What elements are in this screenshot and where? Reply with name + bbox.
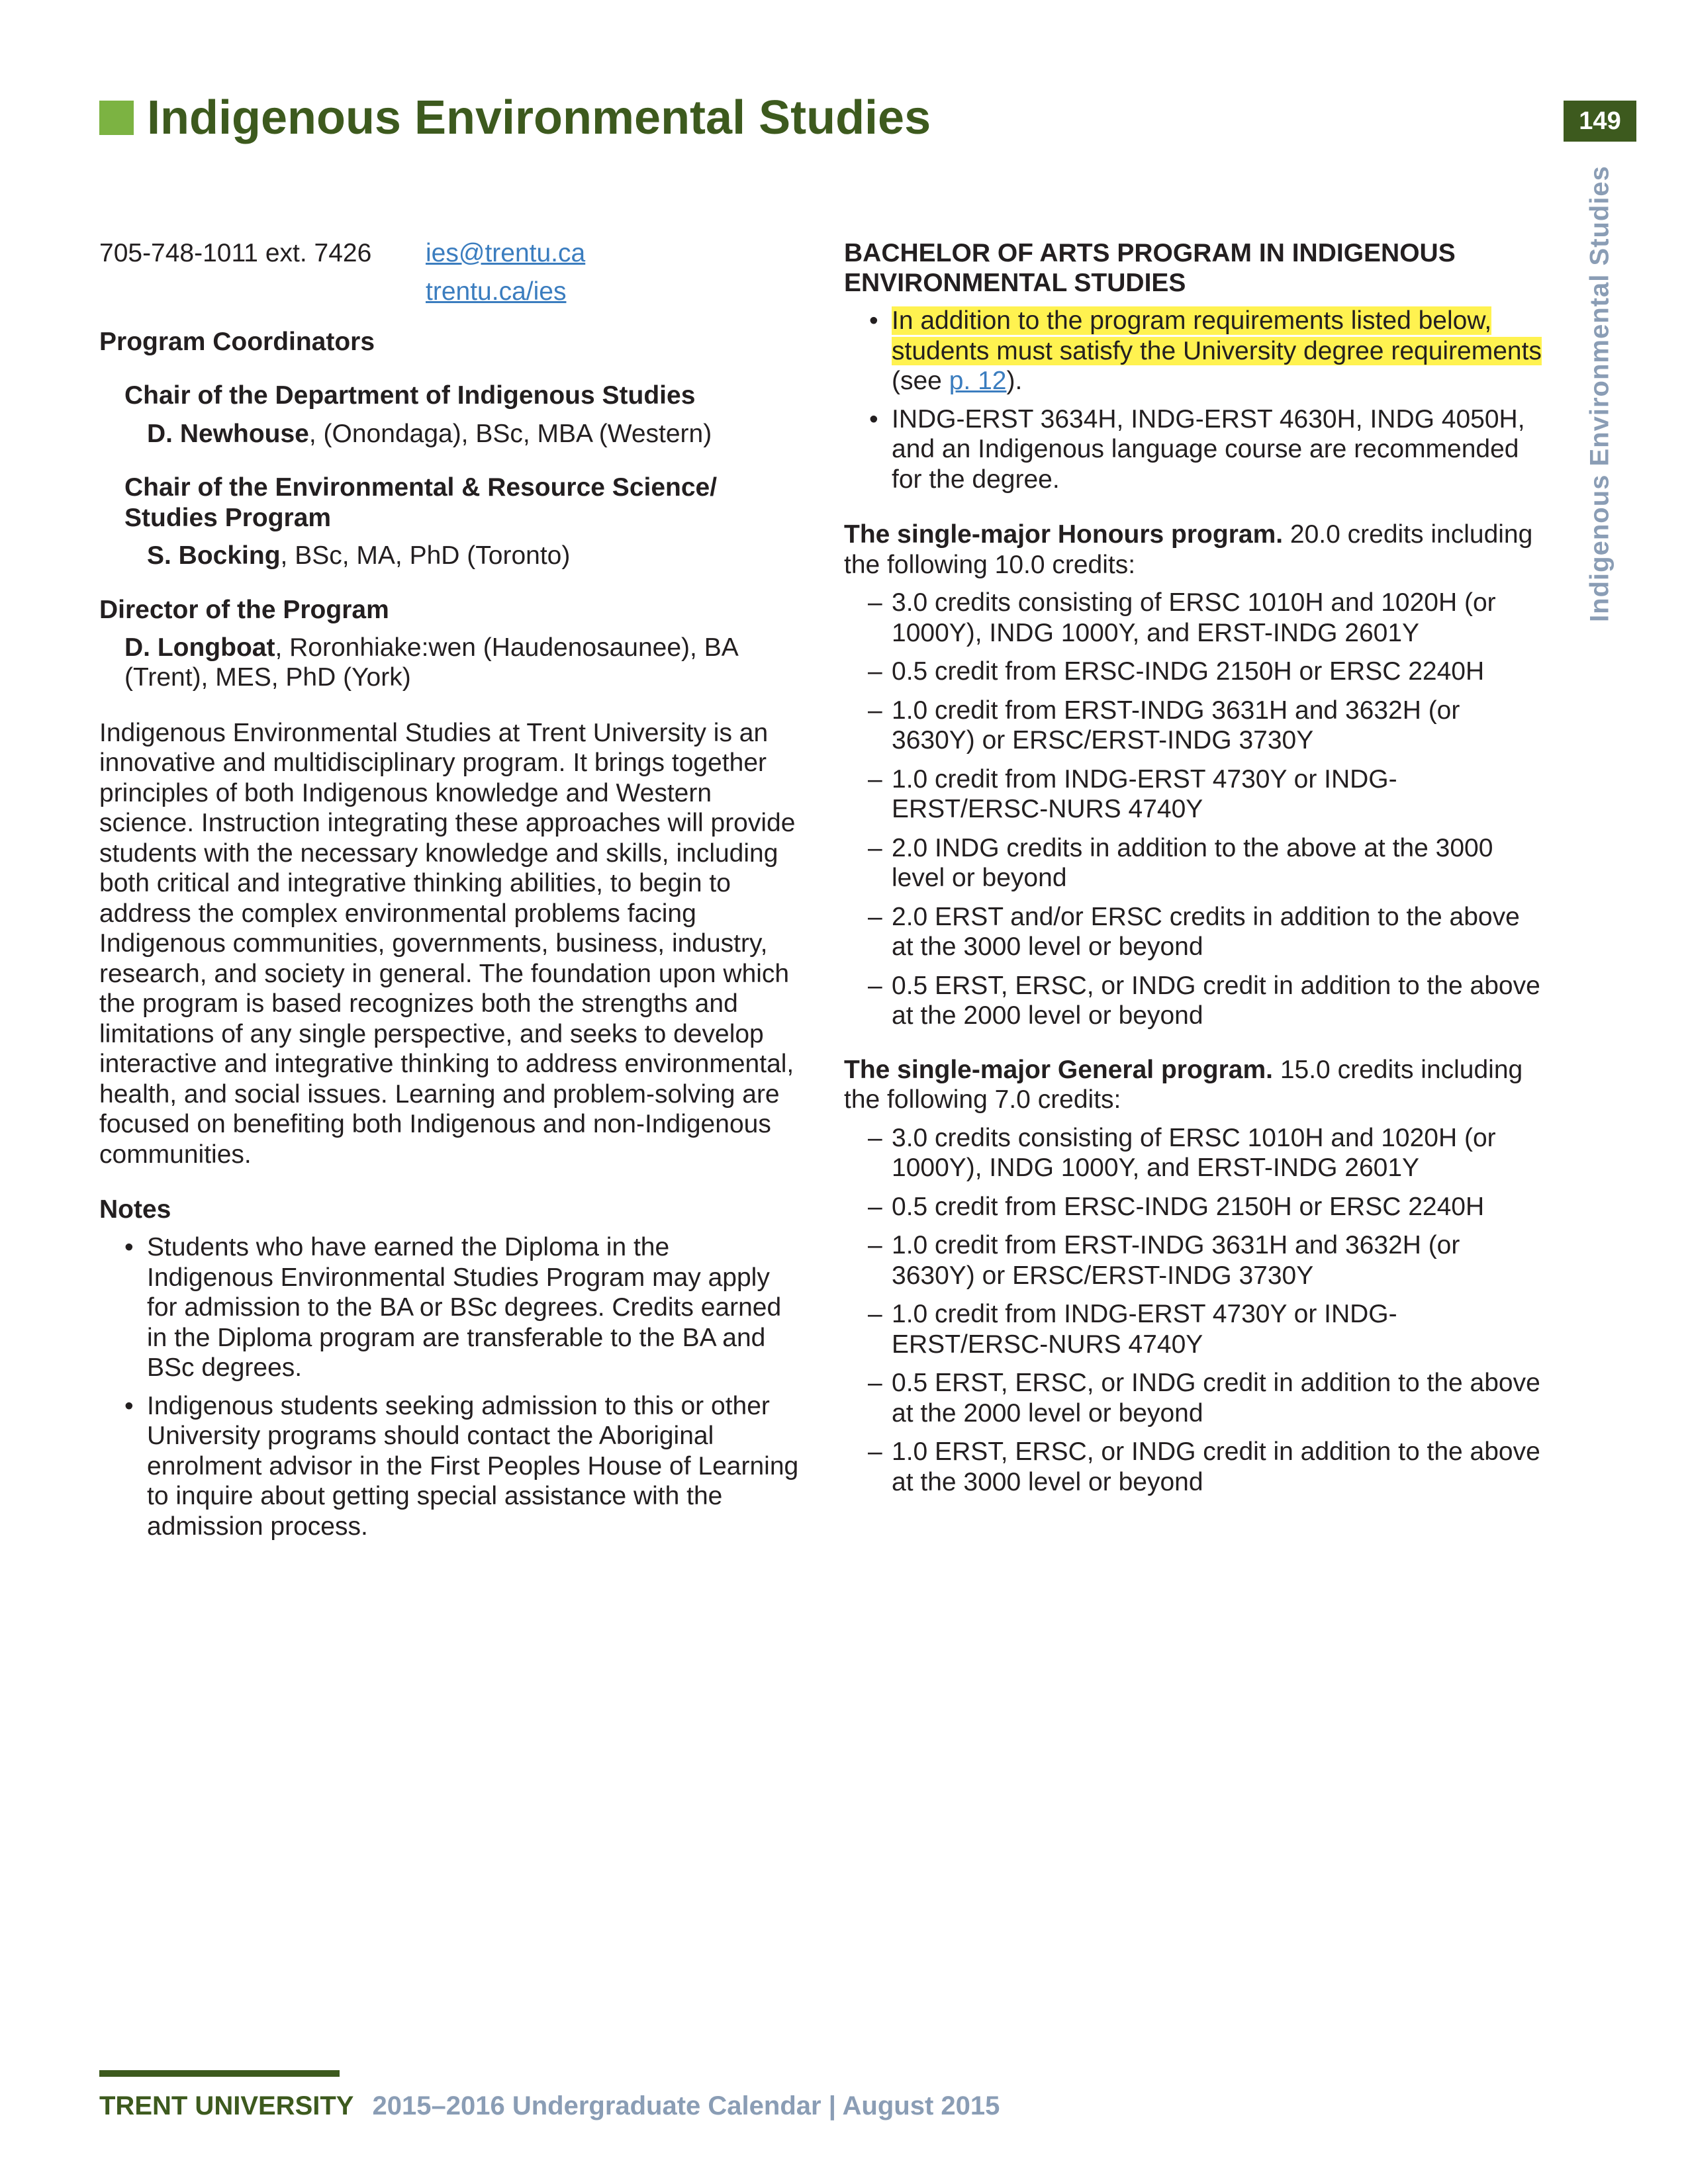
footer-calendar: 2015–2016 Undergraduate Calendar | August 2015 [372,2091,1000,2120]
side-tab-label: Indigenous Environmental Studies [1585,165,1615,622]
director-details: , Roronhiake:wen (Haudenosaunee), BA (Trent), MES, PhD (York) [124,633,737,692]
list-item: • Students who have earned the Diploma in the Indigenous Environmental Studies Program may apply for admission to the BA or BSc degrees. Credits earned in the Diploma program are transferable to the BA and BSc degrees. [99,1232,801,1383]
list-item: – 3.0 credits consisting of ERSC 1010H and 1020H (or 1000Y), INDG 1000Y, and ERST-INDG 2601Y [844,1123,1546,1183]
website-link[interactable]: trentu.ca/ies [426,277,567,306]
left-column [99,238,801,1549]
notes-heading: Notes [99,1195,171,1224]
list-item: – 1.0 credit from ERST-INDG 3631H and 3632H (or 3630Y) or ERSC/ERST-INDG 3730Y [844,696,1546,756]
title-square-icon [99,101,134,135]
phone-number: 705-748-1011 ext. 7426 [99,239,372,267]
list-item [844,306,1546,396]
ba-notes-list [844,306,1546,494]
list-item: – 0.5 credit from ERSC-INDG 2150H or ERSC 2240H [844,1192,1546,1222]
chair-indg-name: D. Newhouse [147,419,309,448]
general-credits: 15.0 credits including the following 7.0 credits: [844,1055,1523,1114]
page-number-badge: 149 [1564,101,1636,142]
chair-ers-name: S. Bocking [147,541,281,570]
contact-line [99,238,801,277]
list-item: – 1.0 credit from INDG-ERST 4730Y or INDG-ERST/ERSC-NURS 4740Y [844,1299,1546,1359]
website-line [99,277,801,315]
director-name: D. Longboat [124,633,275,662]
list-item: – 1.0 credit from ERST-INDG 3631H and 3632H (or 3630Y) or ERSC/ERST-INDG 3730Y [844,1230,1546,1291]
list-item: – 3.0 credits consisting of ERSC 1010H and 1020H (or 1000Y), INDG 1000Y, and ERST-INDG 2601Y [844,588,1546,648]
director-person [99,633,801,693]
list-item: – 1.0 credit from INDG-ERST 4730Y or INDG-ERST/ERSC-NURS 4740Y [844,764,1546,825]
intro-paragraph: Indigenous Environmental Studies at Trent University is an innovative and multidisciplinary program. It brings together principles of both Indigenous knowledge and Western science. Instruction integrating these approaches will provide students with the necessary knowledge and skills, including both critical and integrative thinking abilities, to begin to address the complex environmental problems facing Indigenous communities, governments, business, industry, research, and society in general. The foundation upon which the program is based recognizes both the strengths and limitations of any single perspective, and seeks to develop interactive and integrative thinking to address environmental, health, and social issues. Learning and problem-solving are focused on benefiting both Indigenous and non-Indigenous communities. [99,718,796,1169]
chair-indg-details: , (Onondaga), BSc, MBA (Western) [308,419,712,448]
side-tab [1564,165,1636,622]
highlighted-text: In addition to the program requirements listed below, students must satisfy the University degree requirements [892,306,1542,365]
honours-credits: 20.0 credits including the following 10.0 credits: [844,520,1533,579]
list-item: – 0.5 credit from ERSC-INDG 2150H or ERSC 2240H [844,657,1546,687]
email-link[interactable]: ies@trentu.ca [426,239,586,267]
director-heading: Director of the Program [99,595,389,624]
honours-lead [844,520,1546,580]
page-reference-link[interactable]: p. 12 [949,367,1007,395]
chair-indg-person [99,419,801,449]
list-item: • Indigenous students seeking admission to this or other University programs should contact the Aboriginal enrolment advisor in the First Peoples House of Learning to inquire about getting special assistance with the admission process. [99,1391,801,1542]
general-list [844,1123,1546,1498]
chair-indg-heading: Chair of the Department of Indigenous Studies [124,381,696,410]
list-item: – 1.0 ERST, ERSC, or INDG credit in addition to the above at the 3000 level or beyond [844,1437,1546,1497]
page-title: Indigenous Environmental Studies [147,91,931,144]
list-item: – 0.5 ERST, ERSC, or INDG credit in addition to the above at the 2000 level or beyond [844,971,1546,1031]
list-item: – 0.5 ERST, ERSC, or INDG credit in addition to the above at the 2000 level or beyond [844,1368,1546,1428]
text-fragment: (see [892,367,949,395]
list-item: – 2.0 INDG credits in addition to the above at the 3000 level or beyond [844,833,1546,893]
ba-heading: BACHELOR OF ARTS PROGRAM IN INDIGENOUS ENVIRONMENTAL STUDIES [844,239,1456,297]
honours-list [844,588,1546,1031]
right-column [844,238,1546,1506]
general-title: The single-major General program. [844,1055,1273,1084]
general-lead [844,1055,1546,1115]
notes-list [99,1232,801,1541]
honours-title: The single-major Honours program. [844,520,1284,549]
footer-university: TRENT UNIVERSITY [99,2091,354,2120]
chair-ers-person [99,541,801,571]
chair-ers-details: , BSc, MA, PhD (Toronto) [280,541,571,570]
text-fragment: ). [1006,367,1023,395]
list-item: – 2.0 ERST and/or ERSC credits in addition to the above at the 3000 level or beyond [844,902,1546,962]
footer [99,2091,1000,2121]
coordinators-heading: Program Coordinators [99,328,375,356]
footer-rule [99,2070,340,2077]
chair-ers-heading: Chair of the Environmental & Resource Science/ Studies Program [124,473,718,532]
list-item: • INDG-ERST 3634H, INDG-ERST 4630H, INDG 4050H, and an Indigenous language course are recommended for the degree. [844,404,1546,495]
